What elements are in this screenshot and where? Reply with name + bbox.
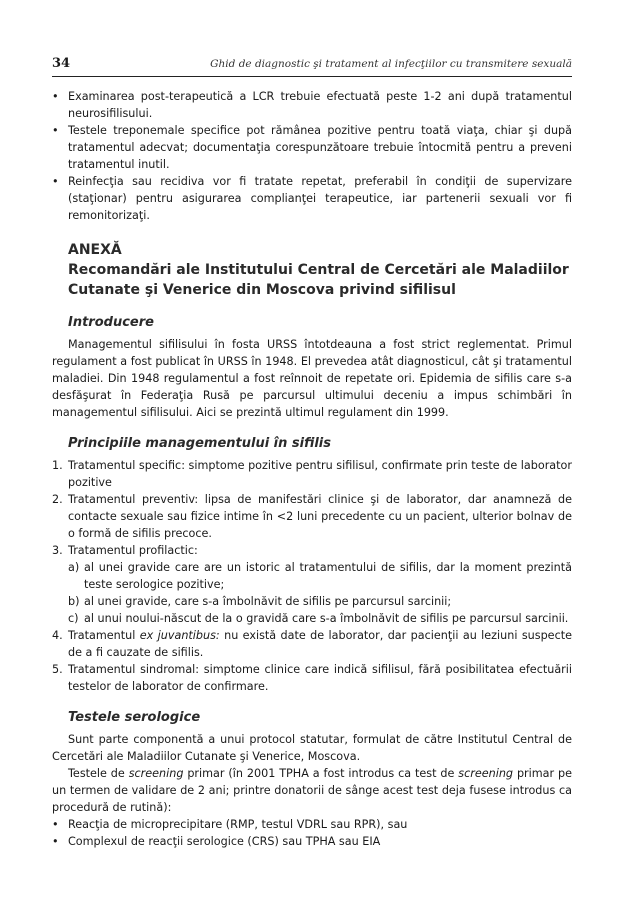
section-heading-principii: Principiile managementului în sifilis: [68, 436, 331, 451]
page-content: [52, 88, 572, 850]
running-title: Ghid de diagnostic şi tratament al infecţiilor cu transmitere sexuală: [210, 58, 572, 70]
bullet-icon: •: [52, 175, 59, 188]
page-number: 34: [52, 56, 71, 71]
principii-list: [52, 457, 572, 695]
list-item: • Complexul de reacţii serologice (CRS) sau TPHA sau EIA: [52, 835, 381, 848]
bullet-icon: •: [52, 124, 59, 137]
top-bullet-list: [52, 88, 572, 224]
annex-subtitle: Recomandări ale Institutului Central de Cercetări ale Maladiilor Cutanate şi Venerice din Moscova privind sifilisul: [68, 262, 569, 298]
annex-title: ANEXĂ: [68, 242, 122, 258]
list-item: • Examinarea post-terapeutică a LCR trebuie efectuată peste 1-2 ani după tratamentul neurosifilisului.: [52, 90, 572, 120]
page-header: [52, 56, 572, 77]
bullet-icon: •: [52, 90, 59, 103]
list-item: 4. Tratamentul ex juvantibus: nu există date de laborator, dar pacienţii au leziuni suspecte de a fi cauzate de sifilis.: [52, 629, 572, 659]
list-item: b) al unei gravide, care s-a îmbolnăvit de sifilis pe parcursul sarcinii;: [68, 595, 452, 608]
list-item: 3. Tratamentul profilactic: a) al unei gravide care are un istoric al tratamentului de sifilis, dar la moment prezintă teste serologice pozitive; b) al unei gravide, care s-a îmbolnăvit de sifilis pe parcursul sarcinii; c) al unui noului-născut de la o gravidă care s-a îmbolnăvit de sifilis pe parcursul sarcinii.: [52, 544, 572, 625]
list-item: • Reacţia de microprecipitare (RMP, testul VDRL sau RPR), sau: [52, 818, 408, 831]
serologice-paragraph-1: Sunt parte componentă a unui protocol statutar, formulat de către Institutul Central de Cercetări ale Maladiilor Cutanate şi Venerice, Moscova.: [52, 733, 572, 763]
list-item: c) al unui noului-născut de la o gravidă care s-a îmbolnăvit de sifilis pe parcursul sarcinii.: [68, 612, 569, 625]
serologice-bullet-list: [52, 816, 572, 850]
section-heading-serologice: Testele serologice: [68, 710, 201, 725]
list-item: • Reinfecţia sau recidiva vor fi tratate repetat, preferabil în condiţii de supervizare (staţionar) pentru asigurarea complianţei terapeutice, iar partenerii sexuali vor fi remonitorizaţi.: [52, 175, 572, 222]
annex-heading: [68, 240, 572, 300]
list-item: 1. Tratamentul specific: simptome pozitive pentru sifilisul, confirmate prin teste de laborator pozitive: [52, 459, 572, 489]
profilactic-sublist: [68, 559, 572, 627]
bullet-icon: •: [52, 818, 59, 831]
list-item: 2. Tratamentul preventiv: lipsa de manifestări clinice şi de laborator, dar anamneză de contacte sexuale sau fizice intime în <2 luni precedente cu un pacient, ulterior bolnav de o formă de sifilis precoce.: [52, 493, 572, 540]
list-item: 5. Tratamentul sindromal: simptome clinice care indică sifilisul, fără posibilitatea efectuării testelor de laborator de confirmare.: [52, 663, 572, 693]
introducere-paragraph: Managementul sifilisului în fosta URSS întotdeauna a fost strict reglementat. Primul regulament a fost publicat în URSS în 1948. El prevedea atât diagnosticul, cât şi tratamentul maladiei. Din 1948 regulamentul a fost reînnoit de repetate ori. Epidemia de sifilis care s-a desfăşurat în Federaţia Rusă pe parcursul ultimului deceniu a impus schimbări în managementul sifilisului. Aici se prezintă ultimul regulament din 1999.: [52, 338, 572, 419]
section-heading-introducere: Introducere: [68, 315, 154, 330]
list-item: a) al unei gravide care are un istoric al tratamentului de sifilis, dar la moment prezintă teste serologice pozitive;: [68, 561, 572, 591]
bullet-icon: •: [52, 835, 59, 848]
list-item: • Testele treponemale specifice pot rămânea pozitive pentru toată viaţa, chiar şi după tratamentul adecvat; documentaţia corespunzătoare trebuie întocmită pentru a preveni tratamentul inutil.: [52, 124, 572, 171]
serologice-paragraph-2: Testele de screening primar (în 2001 TPHA a fost introdus ca test de screening primar pe un termen de validare de 2 ani; printre donatorii de sânge acest test deja fusese introdus ca procedură de rutină):: [52, 767, 572, 814]
